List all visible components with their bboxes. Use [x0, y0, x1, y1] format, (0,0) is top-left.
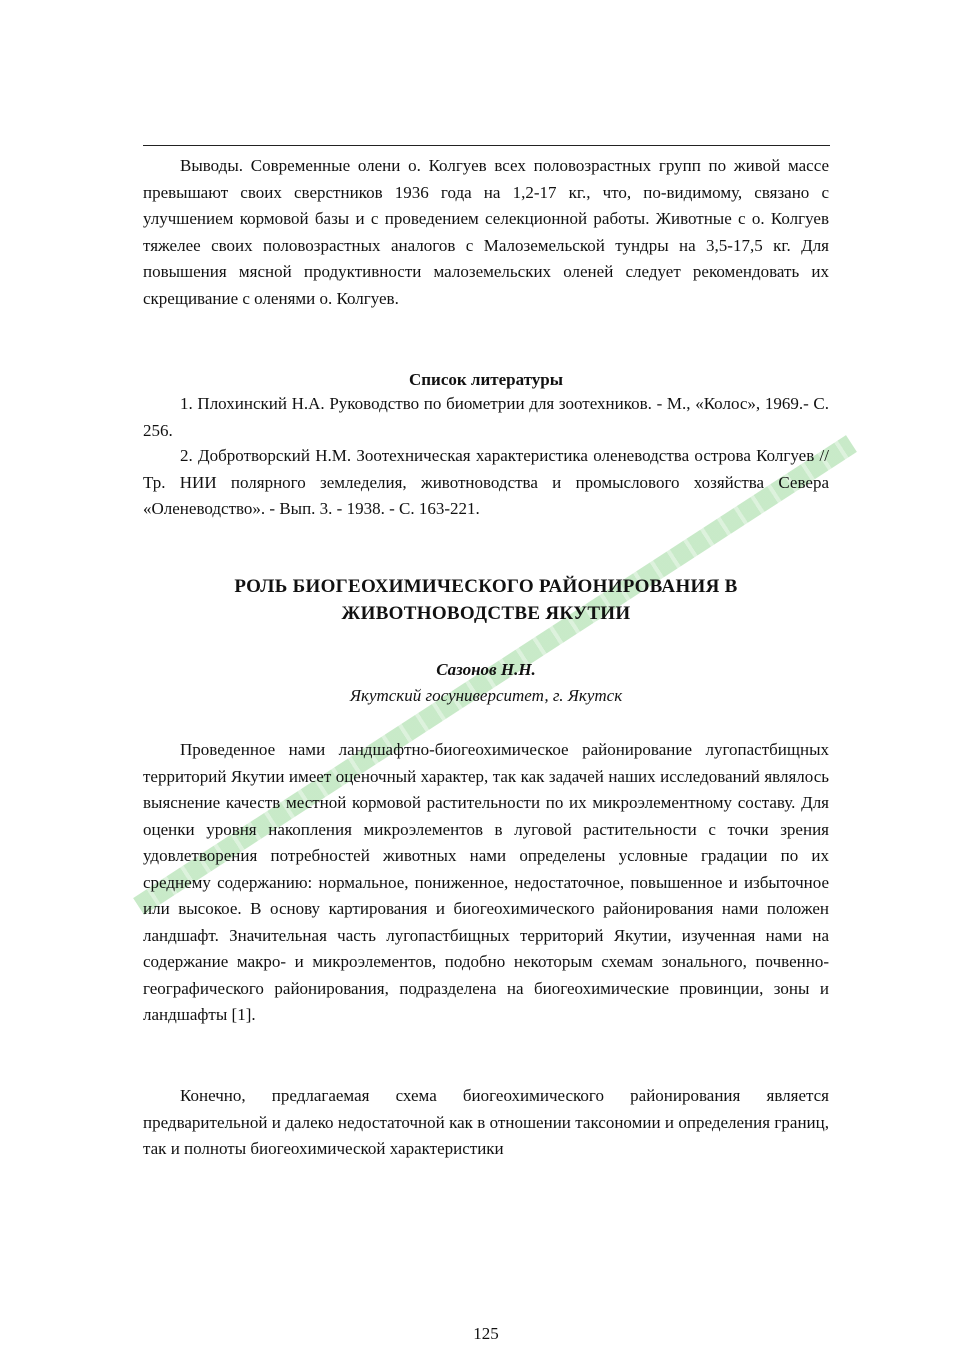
reference-item: 2. Добротворский Н.М. Зоотехническая характеристика оленеводства острова Колгуев //Тр. НИИ полярного земледелия, животноводства и промыслового хозяйства Севера «Оленеводство». - Вып. 3. - 1938. - С. 163-221.	[143, 446, 829, 518]
article-affiliation: Якутский госуниверситет, г. Якутск	[349, 686, 623, 705]
references-title: Список литературы	[408, 370, 564, 389]
reference-item: 1. Плохинский Н.А. Руководство по биометрии для зоотехников. - М., «Колос», 1969.- С. 256.	[143, 394, 829, 440]
conclusion-paragraph: Выводы. Современные олени о. Колгуев всех половозрастных групп по живой массе превышают своих сверстников 1936 года на 1,2-17 кг., что, по-видимому, связано с улучшением кормовой базы и с проведением селекционной работы. Животные с о. Колгуев тяжелее своих половозрастных аналогов с Малоземельской тундры на 3,5-17,5 кг. Для повышения мясной продуктивности малоземельских оленей следует рекомендовать их скрещивание с оленями о. Колгуев.	[143, 156, 829, 308]
article-title: РОЛЬ БИОГЕОХИМИЧЕСКОГО РАЙОНИРОВАНИЯ В ЖИВОТНОВОДСТВЕ ЯКУТИИ	[234, 576, 738, 624]
body-paragraph: Конечно, предлагаемая схема биогеохимического районирования является предварительной и далеко недостаточной как в отношении таксономии и определения границ, так и полноты биогеохимической характеристики	[143, 1086, 829, 1158]
top-rule	[143, 145, 830, 146]
page-number: 125	[473, 1324, 499, 1343]
body-paragraph: Проведенное нами ландшафтно-биогеохимическое районирование лугопастбищных территорий Якутии имеет оценочный характер, так как задачей наших исследований являлось выяснение качеств местной кормовой растительности по их микроэлементному составу. Для оценки уровня накопления микроэлементов в луговой растительности с точки зрения удовлетворения потребностей животных нами определены условные градации по их среднему содержанию: нормальное, пониженное, недостаточное, повышенное и избыточное или высокое. В основу картирования и биогеохимического районирования нами положен ландшафт. Значительная часть лугопастбищных территорий Якутии, изученная нами на содержание макро- и микроэлементов, подобно некоторым схемам зонального, почвенно-географического районирования, подразделена на биогеохимические провинции, зоны и ландшафты [1].	[143, 740, 829, 1024]
article-author: Сазонов Н.Н.	[436, 660, 536, 679]
